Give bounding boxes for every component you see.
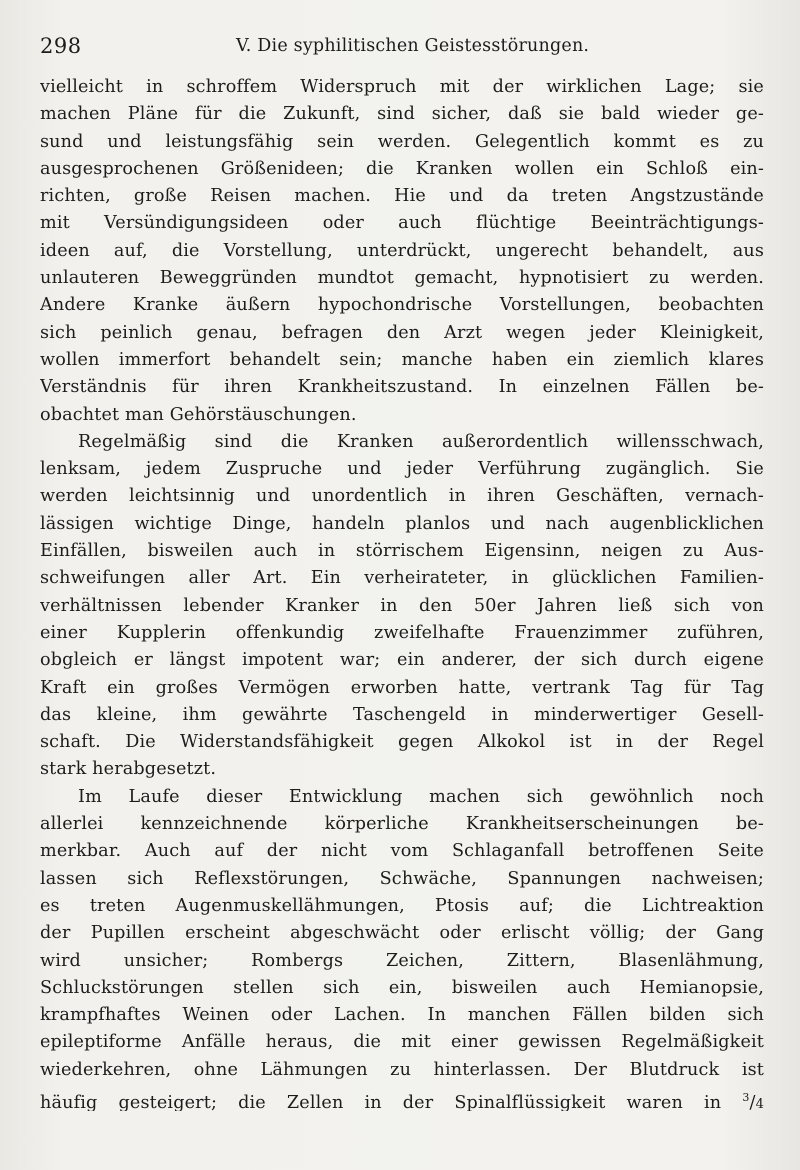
text-line: stark herabgesetzt. xyxy=(40,759,217,780)
text-line: lenksam, jedem Zuspruche und jeder Verführung zugänglich. Sie xyxy=(40,459,764,480)
text-line: schweifungen aller Art. Ein verheirateter, in glücklichen Familien- xyxy=(40,568,764,589)
text-line: merkbar. Auch auf der nicht vom Schlaganfall betroffenen Seite xyxy=(40,841,764,862)
text-line: ideen auf, die Vorstellung, unterdrückt, ungerecht behandelt, aus xyxy=(40,240,764,261)
text-line: wollen immerfort behandelt sein; manche haben ein ziemlich klares xyxy=(40,349,764,370)
text-line: einer Kupplerin offenkundig zweifelhafte Frauenzimmer zuführen, xyxy=(40,622,764,643)
fraction: $^3$/4 xyxy=(742,1090,764,1112)
text-line: Schluckstörungen stellen sich ein, bisweilen auch Hemianopsie, xyxy=(40,977,764,998)
body-text xyxy=(40,74,764,1111)
text-line: sich peinlich genau, befragen den Arzt wegen jeder Kleinigkeit, xyxy=(40,322,764,343)
text-line: mit Versündigungsideen oder auch flüchtige Beeinträchtigungs- xyxy=(40,213,764,234)
text-line: verhältnissen lebender Kranker in den 50er Jahren ließ sich von xyxy=(40,595,764,616)
text-line: werden leichtsinnig und unordentlich in ihren Geschäften, vernach- xyxy=(40,486,764,507)
text-line: machen Pläne für die Zukunft, sind sicher, daß sie bald wieder ge- xyxy=(40,104,764,125)
text-line: ausgesprochenen Größenideen; die Kranken wollen ein Schloß ein- xyxy=(40,158,764,179)
text-line: unlauteren Beweggründen mundtot gemacht, hypnotisiert zu werden. xyxy=(40,268,764,289)
text-line: obachtet man Gehörstäuschungen. xyxy=(40,404,357,425)
text-line: Kraft ein großes Vermögen erworben hatte, vertrank Tag für Tag xyxy=(40,677,764,698)
text-line: obgleich er längst impotent war; ein anderer, der sich durch eigene xyxy=(40,650,764,671)
text-line: Regelmäßig sind die Kranken außerordentlich willensschwach, xyxy=(78,431,764,452)
fraction-denominator: 4 xyxy=(755,1096,764,1112)
text-line: der Pupillen erscheint abgeschwächt oder erlischt völlig; der Gang xyxy=(40,923,764,944)
text-line: sund und leistungsfähig sein werden. Gelegentlich kommt es zu xyxy=(40,131,764,152)
text-line: allerlei kennzeichnende körperliche Krankheitserscheinungen be- xyxy=(40,814,764,835)
text-line: Im Laufe dieser Entwicklung machen sich gewöhnlich noch xyxy=(78,786,764,807)
text-line: wiederkehren, ohne Lähmungen zu hinterlassen. Der Blutdruck ist xyxy=(40,1059,764,1080)
text-line: wird unsicher; Rombergs Zeichen, Zittern, Blasenlähmung, xyxy=(40,950,764,971)
text-line: krampfhaftes Weinen oder Lachen. In manchen Fällen bilden sich xyxy=(40,1005,764,1026)
text-line: Andere Kranke äußern hypochondrische Vorstellungen, beobachten xyxy=(40,295,764,316)
text-line: schaft. Die Widerstandsfähigkeit gegen Alkokol ist in der Regel xyxy=(40,732,764,753)
text-line: vielleicht in schroffem Widerspruch mit der wirklichen Lage; sie xyxy=(40,77,764,97)
text-line: Einfällen, bisweilen auch in störrischem Eigensinn, neigen zu Aus- xyxy=(40,541,764,562)
text-line: richten, große Reisen machen. Hie und da treten Angstzustände xyxy=(40,186,764,207)
text-line: lässigen wichtige Dinge, handeln planlos und nach augenblicklichen xyxy=(40,513,764,534)
page-number: 298 xyxy=(40,34,82,58)
text-line: Verständnis für ihren Krankheitszustand. In einzelnen Fällen be- xyxy=(40,377,764,398)
text-line: lassen sich Reflexstörungen, Schwäche, Spannungen nachweisen; xyxy=(40,868,764,889)
text-line: häufig gesteigert; die Zellen in der Spinalflüssigkeit waren in $^3$/4 xyxy=(40,1090,764,1112)
text-line: das kleine, ihm gewährte Taschengeld in minderwertiger Gesell- xyxy=(40,704,764,725)
fraction-numerator: 3 xyxy=(742,1090,750,1104)
text-line: epileptiforme Anfälle heraus, die mit einer gewissen Regelmäßigkeit xyxy=(40,1032,764,1053)
text-line: es treten Augenmuskellähmungen, Ptosis auf; die Lichtreaktion xyxy=(40,895,764,916)
running-head: V. Die syphilitischen Geistesstörungen. xyxy=(236,36,590,56)
page-header xyxy=(40,30,762,60)
